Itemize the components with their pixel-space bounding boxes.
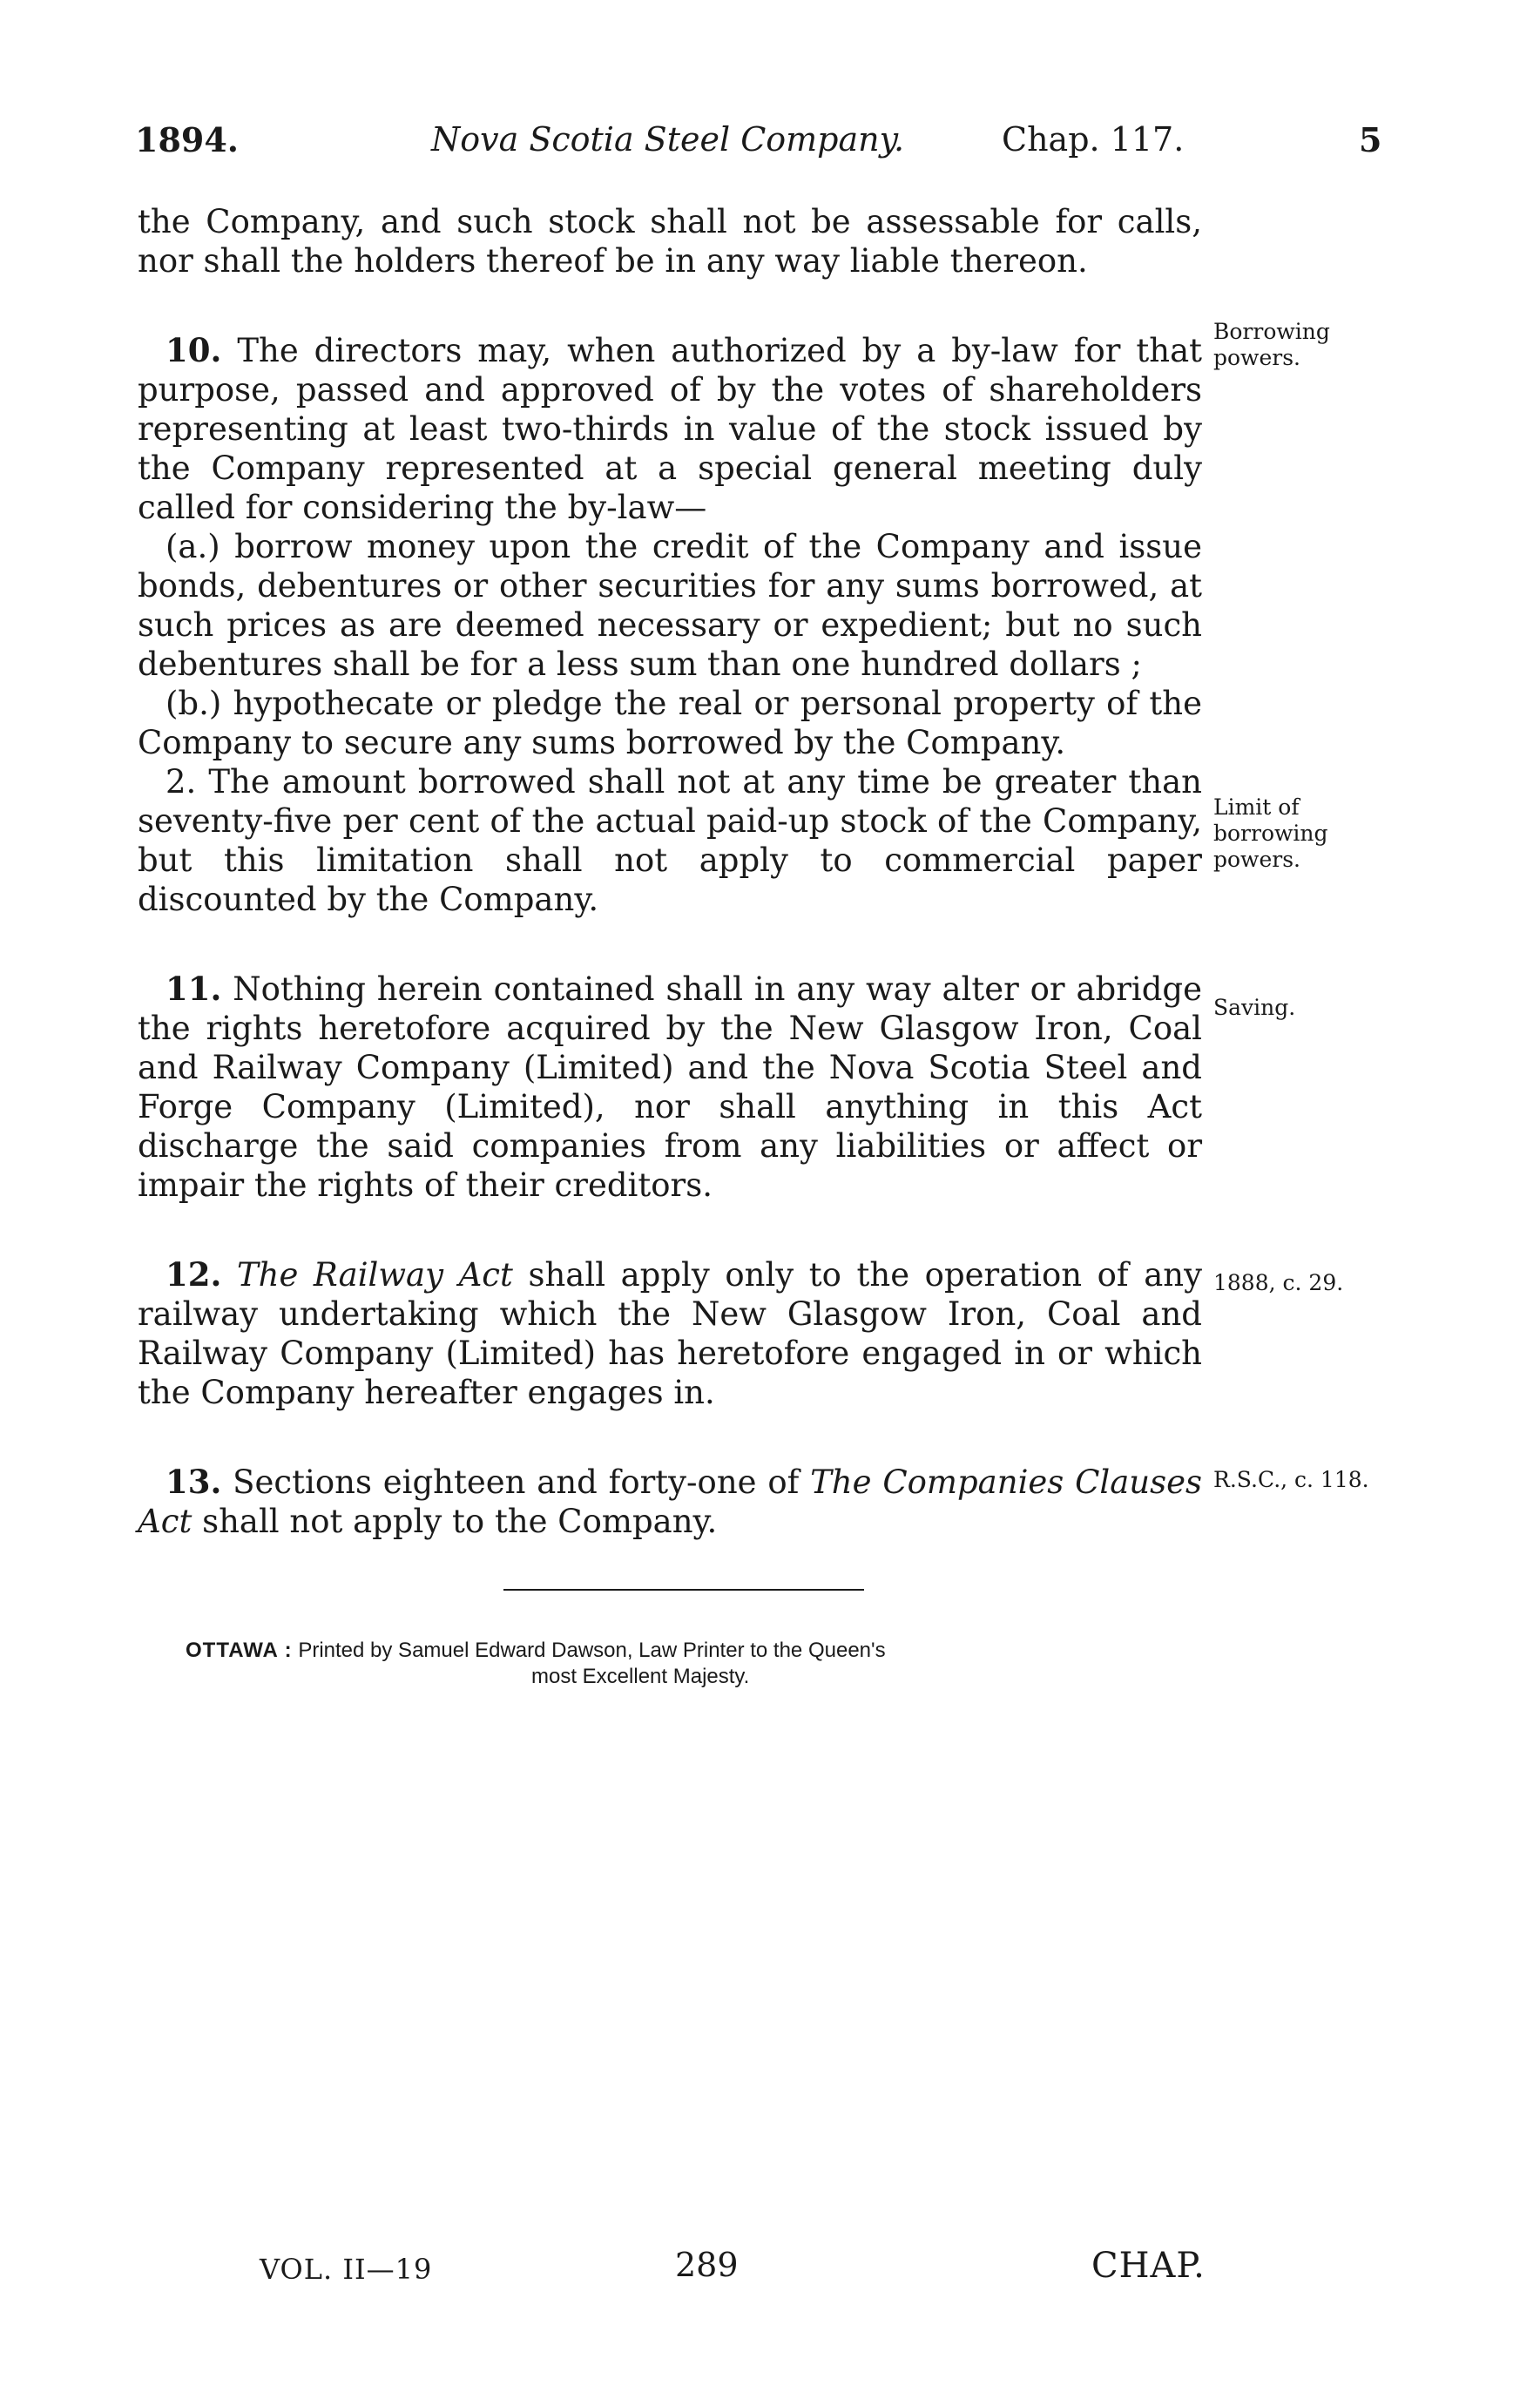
section-12-act-title: The Railway Act	[236, 1256, 513, 1294]
section-13-act-title: The Companies Clauses Act	[138, 1463, 1202, 1540]
section-11	[138, 970, 1202, 1205]
section-10-subsection-2: 2. The amount borrowed shall not at any time be greater than seventy-five per cent of the actual paid-up stock of the Company, but this limitation shall not apply to commercial paper discounted by the Company.	[138, 763, 1202, 918]
header-chapter: Chap. 117.	[1002, 120, 1185, 159]
footer-page-number: 289	[675, 2246, 739, 2284]
margin-note-limit: Limit of borrowing powers.	[1213, 794, 1328, 872]
footer-catchword: CHAP.	[1091, 2246, 1206, 2286]
section-10-intro	[138, 331, 1202, 527]
section-10-clause-a: (a.) borrow money upon the credit of the Company and issue bonds, debentures or other securities for any sums borrowed, at such prices as are deemed necessary or expedient; but no such debentures shall be for a less sum than one hundred dollars ;	[138, 528, 1202, 683]
margin-note-rsc: R.S.C., c. 118.	[1213, 1467, 1369, 1492]
margin-note-saving: Saving.	[1213, 995, 1296, 1020]
section-12-text: shall apply only to the operation of any railway undertaking which the New Glasgow Iron, Coal and Railway Company (Limited) has heretofore engaged in or which the Company hereafter engages in.	[138, 1256, 1202, 1411]
section-10-number: 10.	[165, 331, 222, 369]
section-11-text: Nothing herein contained shall in any way alter or abridge the rights heretofore acquired by the New Glasgow Iron, Coal and Railway Company (Limited) and the Nova Scotia Steel and Forge Company (Limited), nor shall anything in this Act discharge the said companies from any liabilities or affect or impair the rights of their creditors.	[138, 970, 1202, 1204]
section-10-intro-text: The directors may, when authorized by a by-law for that purpose, passed and approved of by the votes of shareholders representing at least two-thirds in value of the stock issued by the Company represented at a special general meeting duly called for considering the by-law—	[138, 332, 1203, 526]
header-year: 1894.	[135, 120, 239, 159]
section-13-text-before: Sections eighteen and forty-one of	[233, 1463, 800, 1501]
printer-imprint	[186, 1638, 1213, 1690]
section-13-text-after: shall not apply to the Company.	[202, 1503, 718, 1540]
closing-rule	[503, 1589, 864, 1591]
section-13	[138, 1463, 1202, 1541]
margin-note-1888: 1888, c. 29.	[1213, 1270, 1344, 1295]
section-12	[138, 1255, 1202, 1412]
footer-volume: VOL. II—19	[260, 2253, 433, 2286]
section-11-number: 11.	[165, 970, 222, 1008]
margin-note-borrowing: Borrowing powers.	[1213, 319, 1330, 370]
page-footer	[0, 2246, 1540, 2298]
imprint-line-1: Printed by Samuel Edward Dawson, Law Printer to the Queen's	[298, 1639, 886, 1662]
continuation-paragraph: the Company, and such stock shall not be assessable for calls, nor shall the holders thereof be in any way liable thereon.	[138, 203, 1202, 280]
body-text	[138, 202, 1202, 1541]
section-13-number: 13.	[165, 1463, 222, 1501]
running-header	[135, 120, 1389, 172]
header-title: Nova Scotia Steel Company.	[431, 120, 905, 159]
header-page-number: 5	[1359, 120, 1382, 159]
section-12-number: 12.	[165, 1255, 222, 1294]
imprint-city: OTTAWA :	[186, 1639, 293, 1662]
imprint-line-2: most Excellent Majesty.	[531, 1665, 750, 1688]
section-10-clause-b: (b.) hypothecate or pledge the real or personal property of the Company to secure any sums borrowed by the Company.	[138, 685, 1202, 761]
